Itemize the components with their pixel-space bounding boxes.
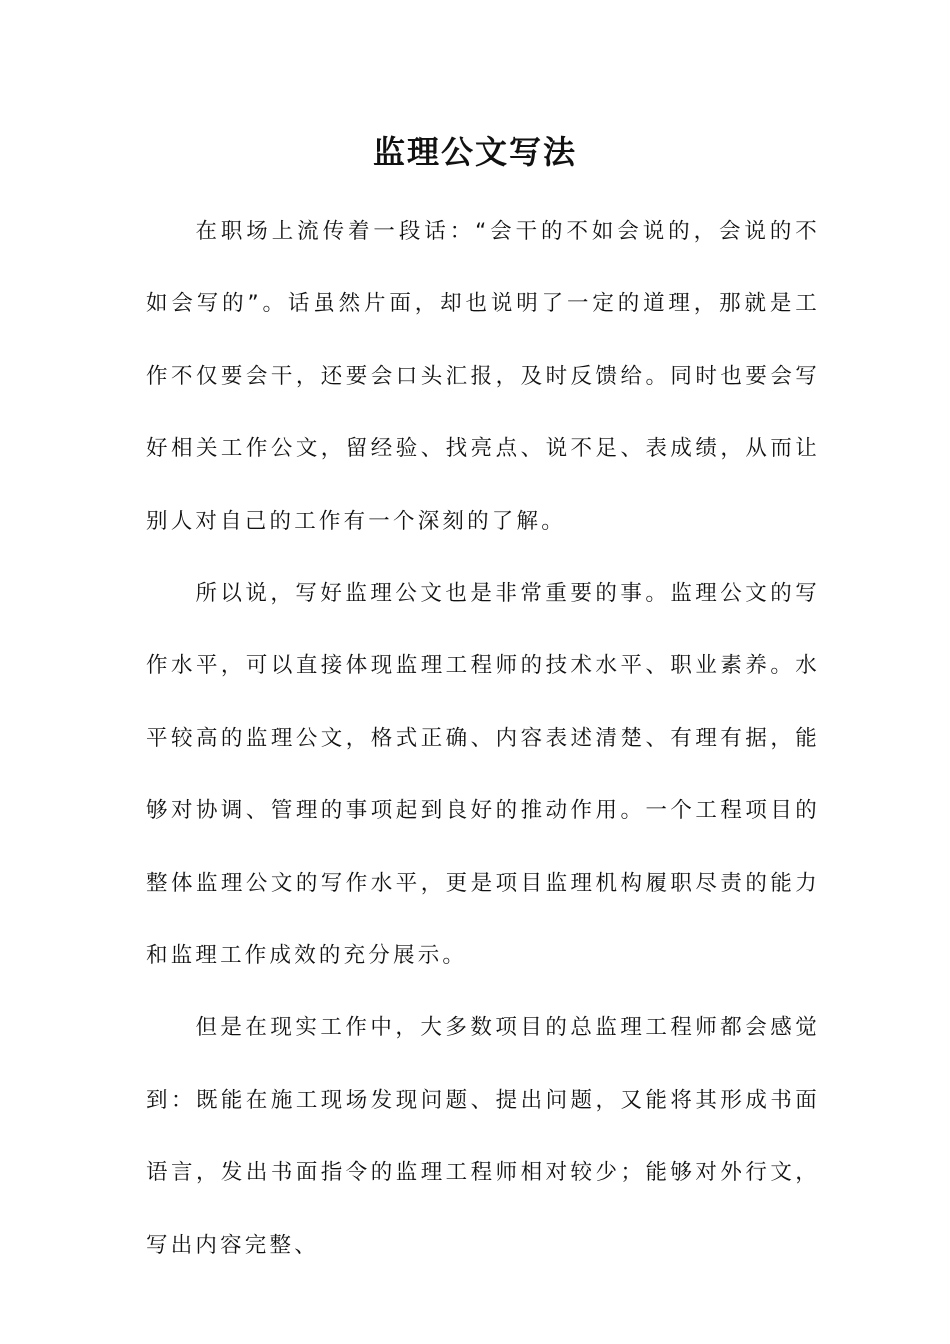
paragraph-2: 所以说，写好监理公文也是非常重要的事。监理公文的写作水平，可以直接体现监理工程师的技术水平、职业素养。水平较高的监理公文，格式正确、内容表述清楚、有理有据，能够对协调、管理的事项起到良好的推动作用。一个工程项目的整体监理公文的写作水平，更是项目监理机构履职尽责的能力和监理工作成效的充分展示。	[146, 581, 820, 969]
paragraph-3: 但是在现实工作中，大多数项目的总监理工程师都会感觉到：既能在施工现场发现问题、提出问题，又能将其形成书面语言，发出书面指令的监理工程师相对较少；能够对外行文，写出内容完整、	[146, 1015, 820, 1258]
paragraph-1: 在职场上流传着一段话：“会干的不如会说的，会说的不如会写的”。话虽然片面，却也说明了一定的道理，那就是工作不仅要会干，还要会口头汇报，及时反馈给。同时也要会写好相关工作公文，留经验、找亮点、说不足、表成绩，从而让别人对自己的工作有一个深刻的了解。	[146, 219, 820, 534]
document-title: 监理公文写法	[372, 133, 577, 171]
document-body	[146, 196, 820, 1282]
